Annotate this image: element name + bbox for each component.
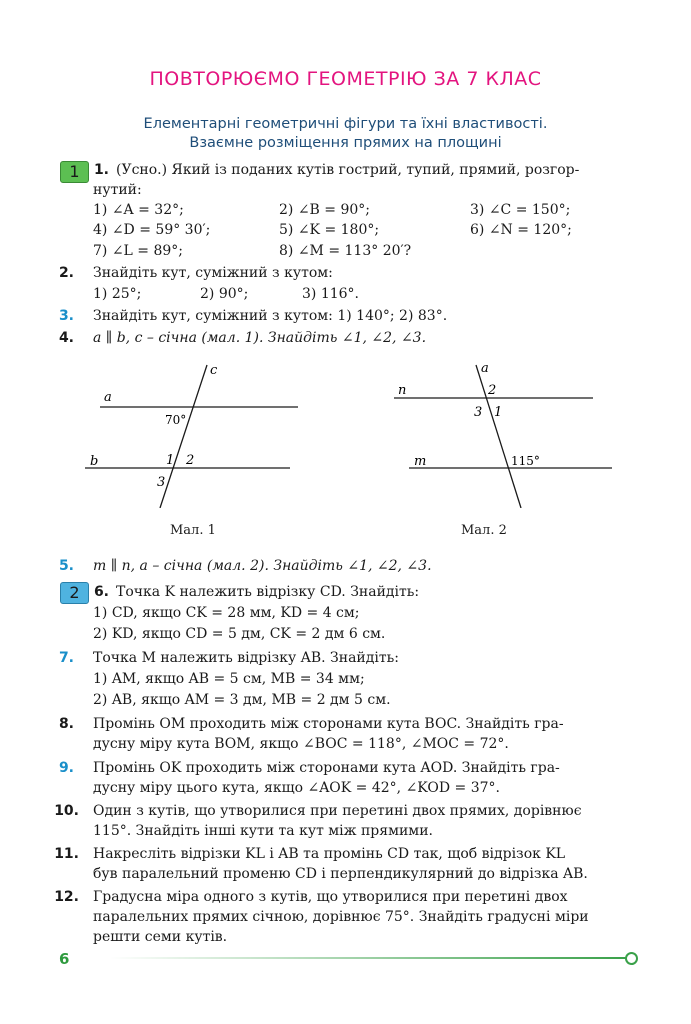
task-4-number: 4. [58, 330, 74, 346]
task-12-number: 12. [54, 889, 79, 905]
task-7-item: 2) AB, якщо AM = 3 дм, MB = 2 дм 5 см. [93, 692, 391, 708]
task-1-option: 5) ∠K = 180°; [279, 222, 380, 238]
label-b: b [90, 454, 99, 469]
section-subtitle-line2: Взаємне розміщення прямих на площині [189, 135, 502, 151]
task-6-item: 1) CD, якщо CK = 28 мм, KD = 4 см; [93, 605, 360, 621]
page-title: ПОВТОРЮЄМО ГЕОМЕТРІЮ ЗА 7 КЛАС [149, 68, 542, 90]
task-12-text-cont: паралельних прямих січною, дорівнює 75°. Знайдіть градусні міри [93, 909, 589, 925]
footer-dot-icon [625, 952, 638, 965]
task-10-number: 10. [54, 803, 79, 819]
task-6-item: 2) KD, якщо CD = 5 дм, CK = 2 дм 6 см. [93, 626, 386, 642]
figure-2-caption: Мал. 2 [461, 523, 507, 538]
task-12-text: Градусна міра одного з кутів, що утворилися при перетині двох [93, 889, 568, 905]
angle-2-label: 2 [186, 453, 195, 468]
label-a: a [481, 361, 489, 376]
task-1-option: 8) ∠M = 113° 20′? [279, 243, 412, 259]
task-9-text: Промінь OK проходить між сторонами кута AOD. Знайдіть гра- [93, 760, 560, 776]
task-2-number: 2. [58, 265, 74, 281]
task-1-text: (Усно.) Який із поданих кутів гострий, тупий, прямий, розгор- [116, 162, 580, 178]
task-9-text-cont: дусну міру цього кута, якщо ∠AOK = 42°, ∠KOD = 37°. [93, 780, 500, 796]
task-2-option: 3) 116°. [302, 286, 359, 302]
task-2-text: Знайдіть кут, суміжний з кутом: [93, 265, 333, 281]
task-4-text: a ∥ b, c – січна (мал. 1). Знайдіть ∠1, ∠2, ∠3. [93, 330, 427, 346]
task-8-number: 8. [58, 716, 74, 732]
angle-1-label: 1 [494, 405, 503, 420]
level-2-badge: 2 [60, 582, 89, 604]
task-1-number: 1. [93, 162, 109, 178]
task-7-item: 1) AM, якщо AB = 5 см, MB = 34 мм; [93, 671, 365, 687]
label-m: m [414, 454, 427, 469]
task-1-text-cont: нутий: [93, 182, 142, 198]
task-8-text: Промінь OM проходить між сторонами кута BOC. Знайдіть гра- [93, 716, 564, 732]
angle-3-label: 3 [474, 405, 483, 420]
task-10-text: Один з кутів, що утворилися при перетині двох прямих, дорівнює [93, 803, 582, 819]
task-6-text: Точка K належить відрізку CD. Знайдіть: [116, 584, 420, 600]
task-1-option: 4) ∠D = 59° 30′; [93, 222, 211, 238]
figure-2 [390, 358, 615, 508]
angle-2-label: 2 [488, 383, 497, 398]
page-number: 6 [59, 950, 70, 968]
angle-3-label: 3 [157, 475, 166, 490]
secant-a [476, 365, 521, 508]
task-7-number: 7. [58, 650, 74, 666]
task-3-text: Знайдіть кут, суміжний з кутом: 1) 140°; 2) 83°. [93, 308, 448, 324]
task-7-text: Точка M належить відрізку AB. Знайдіть: [93, 650, 399, 666]
figure-1 [80, 358, 310, 508]
task-5-text: m ∥ n, a – січна (мал. 2). Знайдіть ∠1, ∠2, ∠3. [93, 558, 432, 574]
task-1-option: 1) ∠A = 32°; [93, 202, 184, 218]
task-1-option: 3) ∠C = 150°; [470, 202, 571, 218]
task-11-text: Накресліть відрізки KL і AB та промінь CD так, щоб відрізок KL [93, 846, 566, 862]
section-subtitle-line1: Елементарні геометричні фігури та їхні властивості. [143, 116, 548, 132]
label-c: c [210, 363, 218, 378]
task-1-option: 2) ∠B = 90°; [279, 202, 370, 218]
task-8-text-cont: дусну міру кута BOM, якщо ∠BOC = 118°, ∠MOC = 72°. [93, 736, 509, 752]
task-11-number: 11. [54, 846, 79, 862]
label-n: n [398, 383, 407, 398]
task-6-number: 6. [93, 584, 109, 600]
figure-1-caption: Мал. 1 [170, 523, 216, 538]
angle-1-label: 1 [166, 453, 175, 468]
task-3-number: 3. [58, 308, 74, 324]
task-12-text-cont: решти семи кутів. [93, 929, 228, 945]
label-a: a [104, 390, 112, 405]
angle-70-label: 70° [165, 413, 187, 427]
level-1-badge: 1 [60, 161, 89, 183]
footer-divider [110, 957, 626, 959]
task-1-option: 7) ∠L = 89°; [93, 243, 184, 259]
task-11-text-cont: був паралельний променю CD і перпендикулярний до відрізка AB. [93, 866, 588, 882]
angle-115-label: 115° [511, 454, 540, 468]
task-9-number: 9. [58, 760, 74, 776]
secant-c [160, 365, 207, 508]
task-2-option: 1) 25°; [93, 286, 142, 302]
task-10-text-cont: 115°. Знайдіть інші кути та кут між прямими. [93, 823, 433, 839]
task-2-option: 2) 90°; [200, 286, 249, 302]
task-5-number: 5. [58, 558, 74, 574]
task-1-option: 6) ∠N = 120°; [470, 222, 572, 238]
